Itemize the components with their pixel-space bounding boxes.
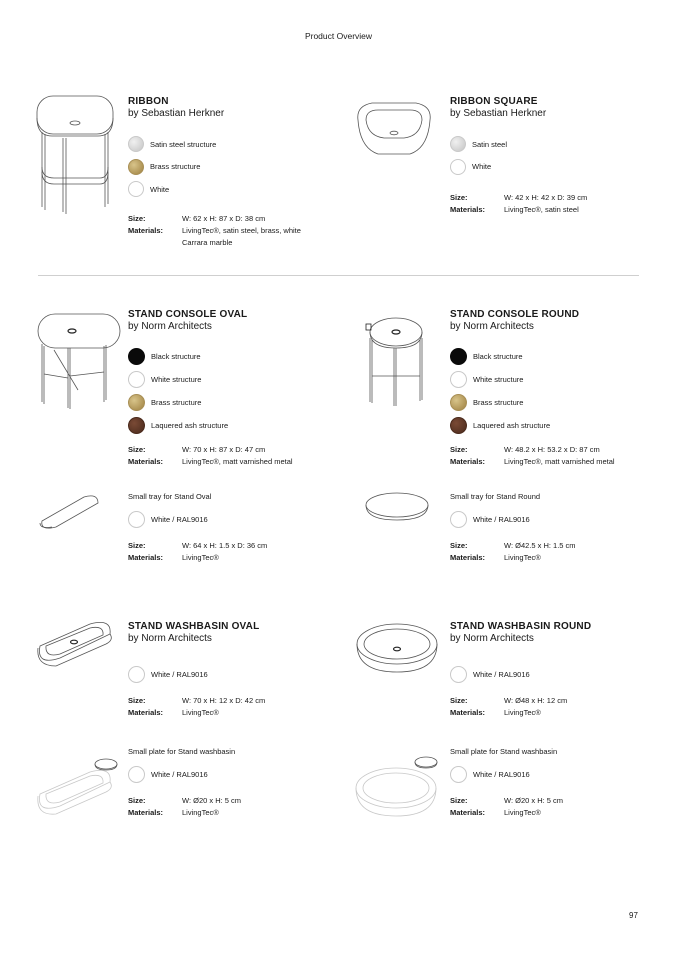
spec-block [450, 695, 654, 719]
swatch-row [450, 371, 550, 388]
size-value: W: 42 x H: 42 x D: 39 cm [504, 193, 588, 202]
materials-label: Materials: [450, 553, 486, 562]
black-swatch [128, 348, 145, 365]
swatch-row [450, 394, 550, 411]
swatch-row [128, 159, 216, 175]
materials-value: LivingTec®, matt varnished metal [504, 457, 615, 466]
ribbon-illustration [30, 92, 120, 217]
black-swatch [450, 348, 467, 365]
swatch-row [450, 136, 507, 152]
swatch-row [450, 348, 550, 365]
plate-round-illustration [354, 754, 444, 822]
materials-value: LivingTec® [504, 808, 541, 817]
brass-swatch [450, 394, 467, 411]
swatch-label: White [472, 162, 492, 171]
item-title: Small plate for Stand washbasin [128, 747, 236, 756]
swatch-label: Laquered ash structure [473, 421, 551, 430]
size-value: W: 70 x H: 87 x D: 47 cm [182, 445, 266, 454]
laquered-ash-swatch [128, 417, 145, 434]
size-label: Size: [128, 696, 146, 705]
size-label: Size: [450, 193, 468, 202]
section-divider [38, 275, 639, 276]
tray-round-illustration [362, 490, 432, 524]
white-swatch [450, 511, 467, 528]
washbasin-round-illustration [354, 620, 440, 676]
spec-block [450, 795, 654, 819]
swatch-label: Satin steel structure [150, 139, 217, 149]
swatch-row [450, 511, 530, 528]
swatch-label: Black structure [151, 352, 201, 361]
spec-block [128, 213, 307, 249]
swatch-row [450, 159, 507, 175]
product-title: STAND CONSOLE OVAL [128, 309, 248, 320]
swatch-label: White / RAL9016 [151, 515, 208, 524]
product-designer: by Norm Architects [128, 321, 212, 332]
materials-value: LivingTec® [504, 553, 541, 562]
product-title: RIBBON SQUARE [450, 96, 538, 107]
swatch-label: Laquered ash structure [151, 421, 229, 430]
swatch-label: White / RAL9016 [151, 670, 208, 679]
swatch-list [450, 348, 550, 434]
product-title: RIBBON [128, 96, 169, 107]
swatch-label: Brass structure [150, 162, 201, 171]
size-label: Size: [450, 796, 468, 805]
swatch-row [128, 666, 208, 683]
swatch-label: White / RAL9016 [473, 770, 530, 779]
materials-label: Materials: [450, 808, 486, 817]
swatch-label: White / RAL9016 [473, 515, 530, 524]
size-label: Size: [128, 445, 146, 454]
item-title: Small tray for Stand Round [450, 492, 541, 501]
size-label: Size: [128, 796, 146, 805]
swatch-row [128, 511, 208, 528]
materials-label: Materials: [128, 708, 164, 717]
page-number: 97 [629, 911, 638, 920]
size-label: Size: [450, 445, 468, 454]
materials-value: LivingTec® [182, 553, 219, 562]
tray-oval-illustration [36, 493, 102, 531]
satin-steel-swatch [450, 136, 466, 152]
swatch-row [128, 348, 228, 365]
console-oval-illustration [34, 310, 124, 410]
item-title: Small plate for Stand washbasin [450, 747, 558, 756]
materials-value: LivingTec®, matt varnished metal [182, 457, 293, 466]
white-swatch [128, 181, 144, 197]
swatch-label: Satin steel [472, 139, 508, 149]
size-value: W: 64 x H: 1.5 x D: 36 cm [182, 541, 268, 550]
console-round-illustration [362, 306, 432, 406]
swatch-label: White structure [151, 375, 202, 384]
spec-block [128, 695, 332, 719]
size-value: W: 62 x H: 87 x D: 38 cm [182, 214, 266, 223]
materials-value: LivingTec® [182, 708, 219, 717]
swatch-label: White / RAL9016 [151, 770, 208, 779]
swatch-label: White [150, 184, 170, 194]
materials-label: Materials: [450, 205, 486, 214]
laquered-ash-swatch [450, 417, 467, 434]
swatch-label: Black structure [473, 352, 523, 361]
page-header: Product Overview [304, 31, 373, 41]
size-label: Size: [128, 541, 146, 550]
spec-block [450, 444, 654, 468]
product-title: STAND WASHBASIN ROUND [450, 621, 592, 632]
materials-label: Materials: [128, 226, 164, 235]
product-designer: by Norm Architects [450, 321, 534, 332]
white-swatch [450, 766, 467, 783]
materials-label: Materials: [128, 808, 164, 817]
size-value: W: Ø48 x H: 12 cm [504, 696, 568, 705]
swatch-row [450, 766, 530, 783]
product-designer: by Norm Architects [128, 633, 212, 644]
spec-block [128, 795, 332, 819]
white-swatch [450, 159, 466, 175]
white-swatch [128, 666, 145, 683]
materials-label: Materials: [128, 457, 164, 466]
brass-swatch [128, 394, 145, 411]
white-swatch [450, 371, 467, 388]
white-swatch [450, 666, 467, 683]
swatch-row [128, 417, 228, 434]
swatch-row [450, 666, 530, 683]
white-swatch [128, 766, 145, 783]
size-value: W: 70 x H: 12 x D: 42 cm [182, 696, 266, 705]
plate-oval-illustration [34, 754, 124, 820]
materials-value: LivingTec® [182, 808, 219, 817]
materials-label: Materials: [128, 553, 164, 562]
size-label: Size: [128, 214, 146, 223]
size-label: Size: [450, 541, 468, 550]
swatch-row [128, 181, 216, 197]
swatch-label: Brass structure [151, 398, 202, 407]
swatch-label: Brass structure [473, 398, 524, 407]
ribbon-square-illustration [352, 98, 436, 162]
swatch-list [128, 348, 228, 434]
swatch-label: White / RAL9016 [473, 670, 530, 679]
size-value: W: Ø20 x H: 5 cm [504, 796, 564, 805]
washbasin-oval-illustration [34, 618, 116, 672]
product-designer: by Sebastian Herkner [450, 108, 547, 119]
white-swatch [128, 371, 145, 388]
size-label: Size: [450, 696, 468, 705]
size-value: W: 48.2 x H: 53.2 x D: 87 cm [504, 445, 600, 454]
product-designer: by Sebastian Herkner [128, 108, 225, 119]
materials-value: LivingTec®, satin steel [504, 205, 579, 214]
swatch-row [128, 766, 208, 783]
satin-steel-swatch [128, 136, 144, 152]
spec-block [128, 444, 332, 468]
spec-block [450, 192, 629, 216]
spec-block [450, 540, 654, 564]
materials-value: LivingTec® [504, 708, 541, 717]
materials-label: Materials: [450, 457, 486, 466]
white-swatch [128, 511, 145, 528]
size-value: W: Ø42.5 x H: 1.5 cm [504, 541, 576, 550]
brass-swatch [128, 159, 144, 175]
product-title: STAND CONSOLE ROUND [450, 309, 580, 320]
product-title: STAND WASHBASIN OVAL [128, 621, 260, 632]
swatch-row [128, 394, 228, 411]
swatch-list [128, 136, 216, 197]
swatch-list [450, 136, 507, 175]
swatch-label: White structure [473, 375, 524, 384]
item-title: Small tray for Stand Oval [128, 492, 212, 501]
materials-label: Materials: [450, 708, 486, 717]
spec-block [128, 540, 332, 564]
swatch-row [128, 136, 216, 152]
swatch-row [450, 417, 550, 434]
product-designer: by Norm Architects [450, 633, 534, 644]
materials-value: LivingTec®, satin steel, brass, white Carrara marble [182, 226, 301, 247]
swatch-row [128, 371, 228, 388]
size-value: W: Ø20 x H: 5 cm [182, 796, 242, 805]
